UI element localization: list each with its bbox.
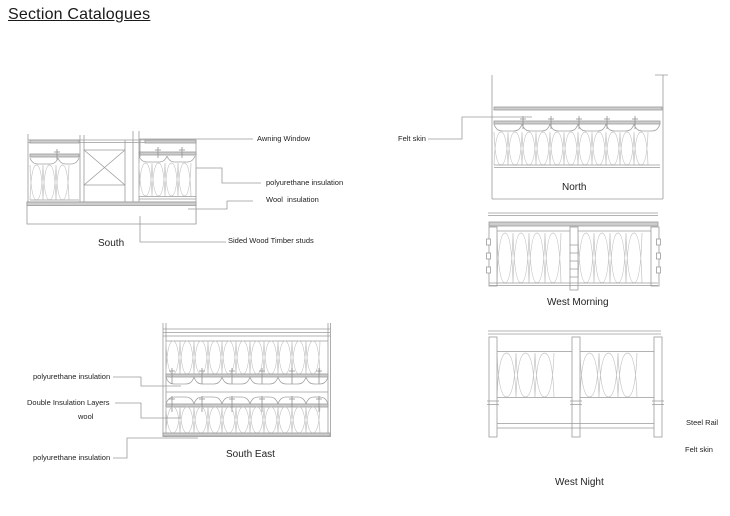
west-morning-section-label: West Morning: [547, 297, 609, 308]
felt-wave: [30, 158, 79, 164]
south-studs-label: Sided Wood Timber studs: [228, 236, 314, 245]
wool-insulation-pattern: [580, 353, 637, 397]
wool-insulation-pattern: [166, 407, 320, 433]
se-polyurethane-bottom-label: polyurethane insulation: [33, 453, 111, 462]
north-section-label: North: [562, 182, 587, 193]
west-morning-drawing: [487, 213, 661, 290]
wool-insulation-pattern: [497, 353, 554, 397]
south-drawing: [27, 131, 261, 242]
steel-post: [654, 337, 662, 437]
wool-insulation-pattern: [494, 132, 648, 165]
timber-stud: [570, 227, 578, 290]
wool-insulation-pattern: [497, 233, 561, 283]
felt-wave: [139, 156, 195, 162]
polyurethane-bottom-leader: [113, 438, 198, 458]
wool-leader: [188, 201, 253, 209]
se-polyurethane-top-label: polyurethane insulation: [33, 372, 111, 381]
polyurethane-top-leader: [113, 377, 181, 386]
south-east-section-label: South East: [226, 449, 275, 460]
steel-post: [572, 337, 580, 437]
south-section-label: South: [98, 238, 125, 249]
steel-post: [489, 337, 497, 437]
polyurethane-leader: [196, 168, 261, 183]
awning-window-cross: [84, 150, 125, 185]
se-double-layers-label: Double Insulation Layers: [27, 398, 110, 407]
south-wool-label: Wool insulation: [266, 195, 319, 204]
wool-insulation-pattern: [166, 341, 320, 374]
west-night-drawing: [487, 331, 664, 437]
south-polyurethane-label: polyurethane insulation: [266, 178, 344, 187]
felt-wave: [166, 377, 328, 384]
wool-insulation-pattern: [139, 163, 191, 196]
page-title: Section Catalogues: [8, 6, 151, 23]
wool-insulation-pattern: [578, 233, 642, 283]
south-east-drawing: [113, 323, 331, 458]
felt-wave: [166, 397, 328, 404]
north-felt-skin-label: Felt skin: [398, 134, 426, 143]
west-night-section-label: West Night: [555, 477, 604, 488]
awning-window-label: Awning Window: [257, 134, 311, 143]
steel-rail-label: Steel Rail: [686, 418, 719, 427]
wool-insulation-pattern: [30, 165, 69, 200]
north-drawing: [428, 75, 668, 199]
west-night-felt-skin-label: Felt skin: [685, 445, 713, 454]
felt-skin-leader: [428, 117, 532, 139]
se-wool-label: wool: [78, 412, 94, 421]
